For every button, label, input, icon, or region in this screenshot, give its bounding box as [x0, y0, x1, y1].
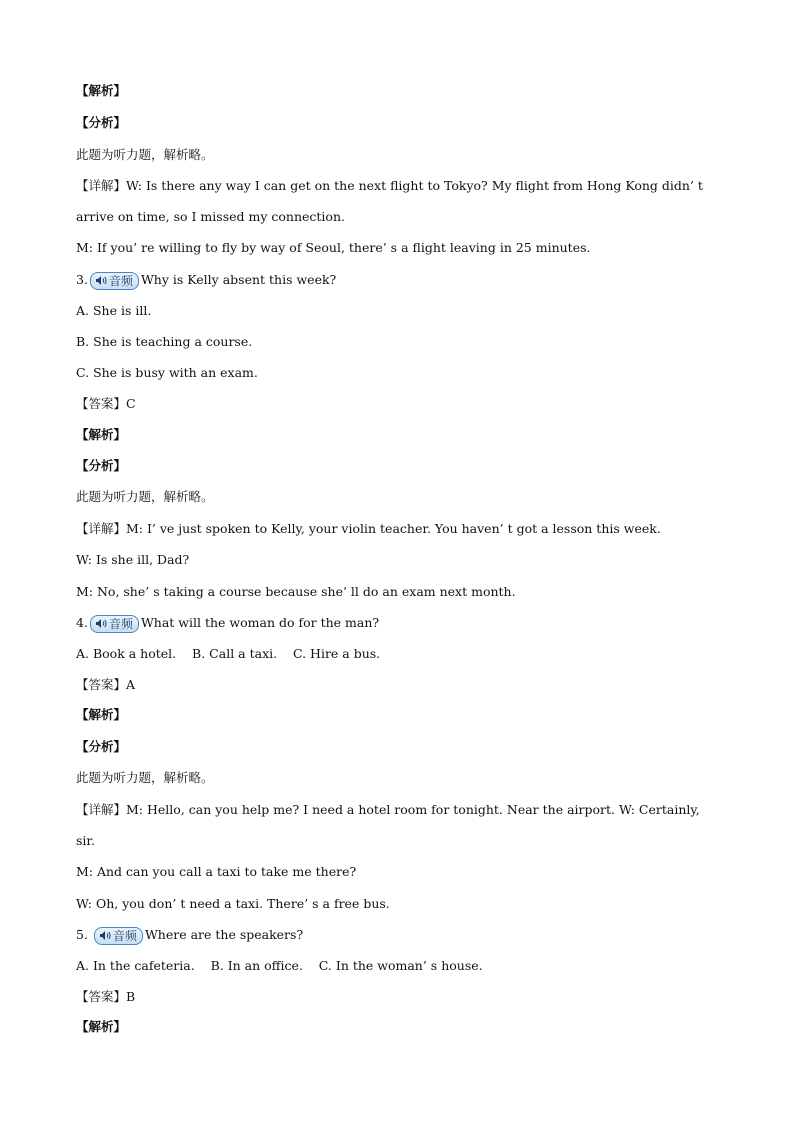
audio-label: 音频 [108, 273, 133, 288]
speaker-icon [95, 275, 107, 286]
detail-line: M: If you’ re willing to fly by way of Seoul, there’ s a flight leaving in 25 minutes. [76, 240, 591, 255]
question-number: 5. [76, 927, 88, 942]
section-fenxi: 【分析】 [76, 739, 127, 754]
option-b: B. She is teaching a course. [76, 334, 253, 349]
option-c: C. She is busy with an exam. [76, 365, 258, 380]
detail-line: 【详解】M: I’ ve just spoken to Kelly, your violin teacher. You haven’ t got a lesson this week. [76, 521, 661, 536]
options-line: A. Book a hotel. B. Call a taxi. C. Hire a bus. [76, 646, 381, 661]
section-jiexi: 【解析】 [76, 1019, 127, 1034]
detail-line: sir. [76, 833, 95, 848]
question-5 [76, 925, 303, 945]
section-fenxi: 【分析】 [76, 458, 127, 473]
detail-line: 【详解】M: Hello, can you help me? I need a hotel room for tonight. Near the airport. W: Certainly, [76, 802, 700, 817]
audio-label: 音频 [108, 616, 133, 631]
audio-button[interactable] [94, 927, 143, 945]
answer: 【答案】C [76, 396, 136, 411]
analysis-note: 此题为听力题，解析略。 [76, 489, 214, 504]
detail-line: M: No, she’ s taking a course because she’ ll do an exam next month. [76, 584, 516, 599]
audio-button[interactable] [90, 615, 139, 633]
section-jiexi: 【解析】 [76, 427, 127, 442]
detail-line: W: Oh, you don’ t need a taxi. There’ s a free bus. [76, 896, 390, 911]
answer: 【答案】A [76, 677, 136, 692]
audio-label: 音频 [112, 928, 137, 943]
speaker-icon [95, 618, 107, 629]
option-a: A. She is ill. [76, 303, 152, 318]
speaker-icon [99, 930, 111, 941]
audio-button[interactable] [90, 272, 139, 290]
analysis-note: 此题为听力题，解析略。 [76, 147, 214, 162]
question-text: Where are the speakers? [144, 927, 304, 942]
question-text: What will the woman do for the man? [140, 615, 380, 630]
detail-line: M: And can you call a taxi to take me there? [76, 864, 357, 879]
analysis-note: 此题为听力题，解析略。 [76, 770, 214, 785]
detail-line: arrive on time, so I missed my connection. [76, 209, 345, 224]
section-fenxi: 【分析】 [76, 115, 127, 130]
question-number: 3. [76, 272, 88, 287]
question-number: 4. [76, 615, 88, 630]
detail-line: 【详解】W: Is there any way I can get on the next flight to Tokyo? My flight from Hong Kong didn’ t [76, 178, 703, 193]
question-4 [76, 613, 379, 633]
options-line: A. In the cafeteria. B. In an office. C. In the woman’ s house. [76, 958, 483, 973]
section-jiexi: 【解析】 [76, 707, 127, 722]
detail-line: W: Is she ill, Dad? [76, 552, 190, 567]
question-3 [76, 270, 336, 290]
section-jiexi: 【解析】 [76, 83, 127, 98]
question-text: Why is Kelly absent this week? [140, 272, 337, 287]
answer: 【答案】B [76, 989, 136, 1004]
